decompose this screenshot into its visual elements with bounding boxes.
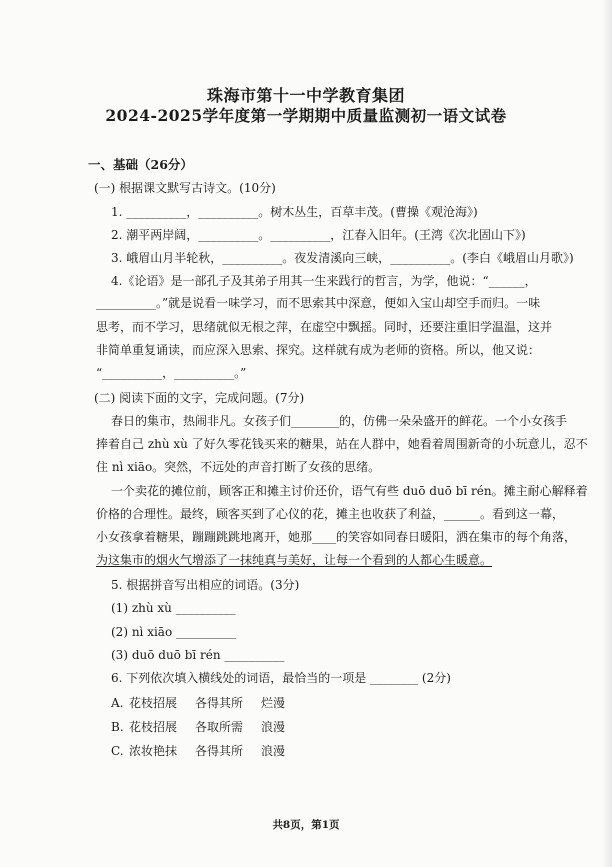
section-heading-basics: 一、基础（26分） xyxy=(88,157,193,172)
question-4-line: “__________，__________。” xyxy=(96,366,247,380)
question-3: 3. 峨眉山月半轮秋，__________。夜发清溪向三峡，__________。(李白《峨眉山月歌》) xyxy=(111,251,574,265)
passage-line: 价格的合理性。最终，顾客买到了心仪的花，摊主也收获了利益，______。看到这一幕， xyxy=(96,507,565,521)
option-word-1: 浓妆艳抹 xyxy=(129,744,178,758)
option-word-3: 浪漫 xyxy=(261,720,286,734)
school-title: 珠海市第十一中学教育集团 xyxy=(206,86,405,105)
option-word-3: 浪漫 xyxy=(261,744,286,758)
option-b xyxy=(111,718,285,735)
page-footer: 共8页，第1页 xyxy=(272,819,340,831)
question-4-line: 思考，而不学习，思绪就似无根之萍，在虚空中飘摇。同时，还要注重旧学温温，这并 xyxy=(96,320,553,334)
part2-heading: (二) 阅读下面的文字，完成问题。(7分) xyxy=(94,391,305,405)
option-letter: A. xyxy=(111,696,124,710)
question-5-item: (1) zhù xù __________ xyxy=(111,601,236,615)
question-5: 5. 根据拼音写出相应的词语。(3分) xyxy=(111,578,300,592)
passage-line: 捧着自己 zhù xù 了好久零花钱买来的糖果，站在人群中，她看着周围新奇的小玩意儿，忍不 xyxy=(96,437,588,451)
exam-title: 2024-2025学年度第一学期期中质量监测初一语文试卷 xyxy=(105,106,507,125)
question-6: 6. 下列依次填入横线处的词语，最恰当的一项是 ________ (2分) xyxy=(111,671,451,685)
part1-heading: (一) 根据课文默写古诗文。(10分) xyxy=(94,181,276,195)
question-4-line: __________。”就是说看一味学习，而不思索其中深意，便如入宝山却空手而归。一味 xyxy=(96,296,541,310)
option-word-3: 烂漫 xyxy=(261,696,286,710)
passage-line: 小女孩拿着糖果，蹦蹦跳跳地离开，她那____的笑容如同春日暖阳，洒在集市的每个角落， xyxy=(96,530,577,544)
option-word-2: 各得其所 xyxy=(195,696,244,710)
option-a xyxy=(111,694,285,711)
question-4-line: 非简单重复诵读，而应深入思索、探究。这样就有成为老师的资格。所以，他又说： xyxy=(96,343,541,357)
question-2: 2. 潮平两岸阔，__________。__________，江春入旧年。(王湾《次北固山下》) xyxy=(111,228,526,242)
scan-shadow xyxy=(602,0,612,867)
passage-line: 一个卖花的摊位前，顾客正和摊主讨价还价，语气有些 duō duō bī rén。摊主耐心解释着 xyxy=(111,484,588,498)
option-word-2: 各得其所 xyxy=(195,744,244,758)
option-word-2: 各取所需 xyxy=(195,720,244,734)
question-5-item: (2) nì xiāo __________ xyxy=(111,625,236,639)
option-letter: B. xyxy=(111,720,124,734)
option-c xyxy=(111,742,285,759)
option-letter: C. xyxy=(111,744,124,758)
question-4-line: 4.《论语》是一部孔子及其弟子用其一生来践行的哲言，为学，他说：“______， xyxy=(111,274,537,288)
passage-line: 住 nì xiāo。突然，不远处的声音打断了女孩的思绪。 xyxy=(96,460,381,474)
option-word-1: 花枝招展 xyxy=(129,696,178,710)
option-word-1: 花枝招展 xyxy=(129,720,178,734)
question-1: 1. __________，__________。树木丛生，百草丰茂。(曹操《观沧海》) xyxy=(111,205,478,219)
passage-underlined-sentence: 为这集市的烟火气增添了一抹纯真与美好，让每一个看到的人都心生暖意。 xyxy=(96,553,493,567)
passage-line: 春日的集市，热闹非凡。女孩子们________的，仿佛一朵朵盛开的鲜花。一个小女孩手 xyxy=(111,414,568,428)
question-5-item: (3) duō duō bī rén __________ xyxy=(111,648,285,662)
